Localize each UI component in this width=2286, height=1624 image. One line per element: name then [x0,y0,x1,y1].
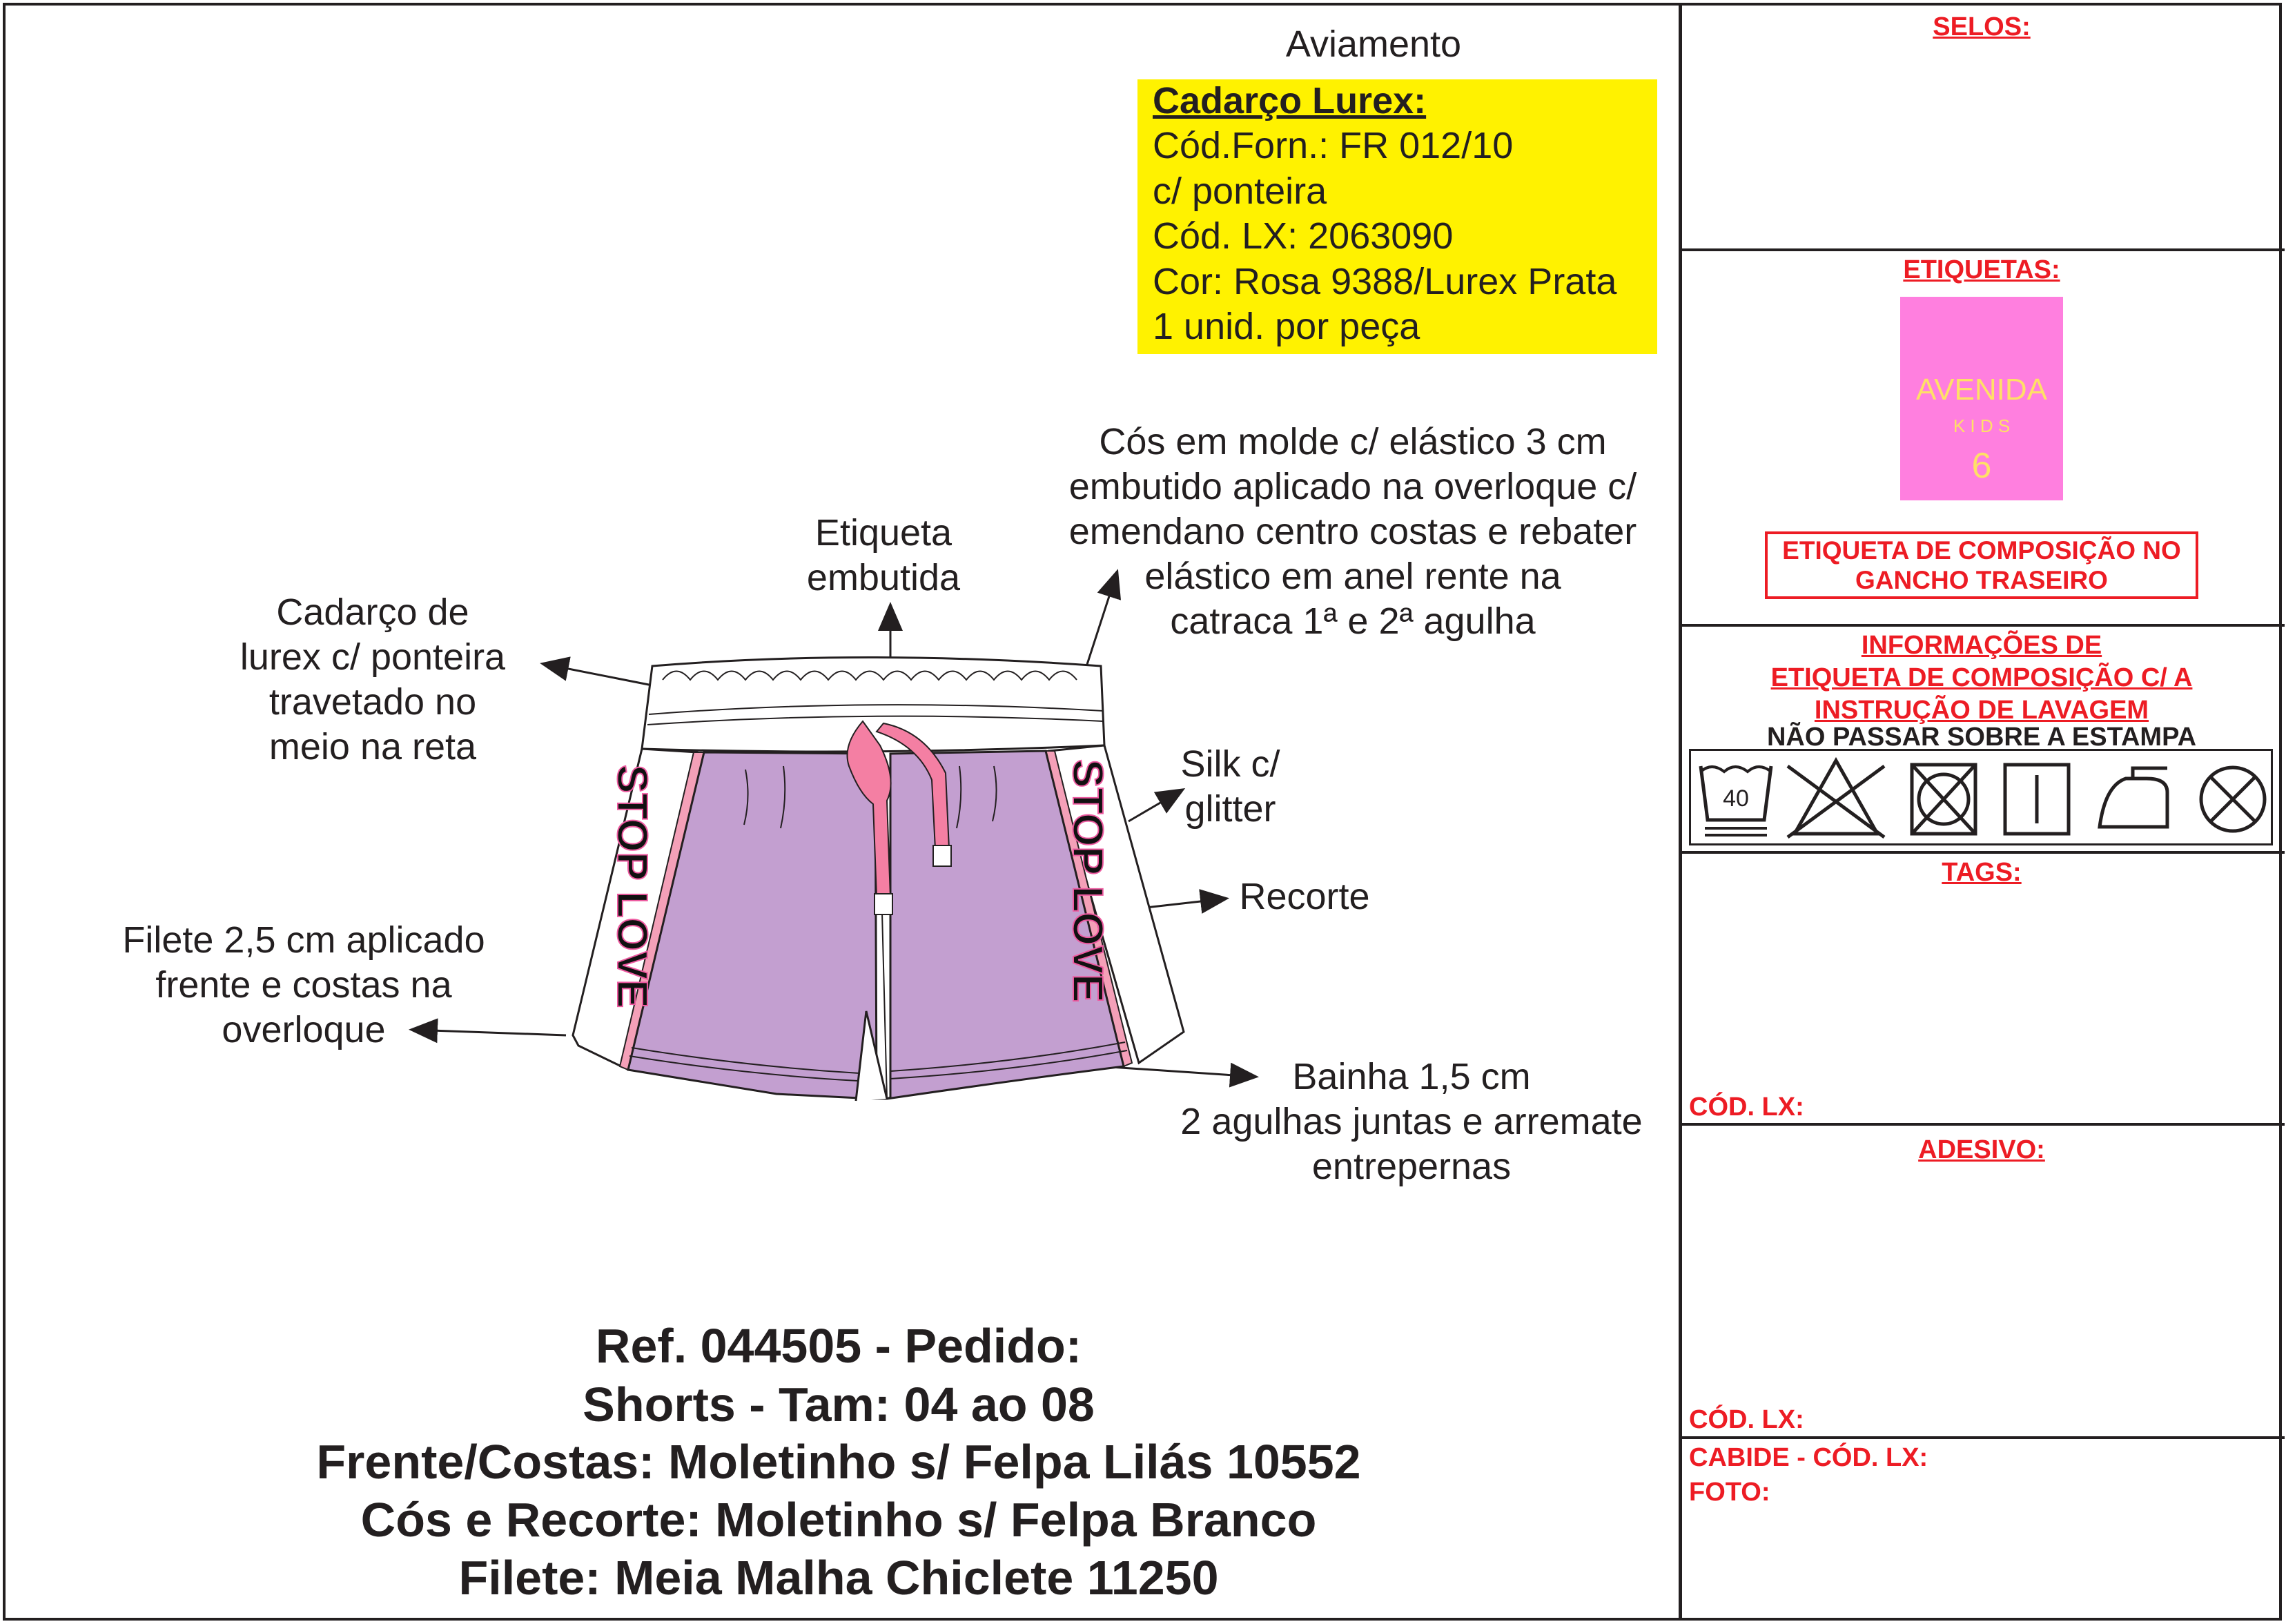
tags-title: TAGS: [1942,858,2022,887]
cabide-label: CABIDE - CÓD. LX: [1689,1443,1928,1472]
cod-lx-adesivo: CÓD. LX: [1689,1405,1804,1434]
callout-bainha: Bainha 1,5 cm 2 agulhas juntas e arremate entrepernas [1180,1056,1643,1187]
label-size: 6 [1971,446,1992,486]
aviamento-line: c/ ponteira [1153,170,1327,212]
adesivo-title: ADESIVO: [1918,1135,2045,1164]
panel-divider [1679,248,2285,251]
spec-line: Filete: Meia Malha Chiclete 11250 [458,1551,1219,1605]
line-dry-icon [2005,765,2069,834]
panel-divider [1679,3,1682,1621]
silk-print-left: STOP LOVE [608,765,656,1008]
iron-warning: NÃO PASSAR SOBRE A ESTAMPA [1766,723,2197,752]
panel-divider [1679,1123,2285,1126]
aviamento-heading: Cadarço Lurex: [1153,80,1427,121]
spec-line: Shorts - Tam: 04 ao 08 [583,1378,1095,1431]
no-tumble-dry-icon [1912,765,1975,834]
label-sub: K I D S [1953,415,2011,436]
spec-line: Ref. 044505 - Pedido: [595,1319,1082,1373]
callout-cadarco: Cadarço de lurex c/ ponteira travetado no meio na reta [240,591,506,767]
info-title: INFORMAÇÕES DE ETIQUETA DE COMPOSIÇÃO C/ A INSTRUÇÃO DE LAVAGEM [1770,631,2193,725]
aviamento-line: Cód. LX: 2063090 [1153,215,1454,257]
no-bleach-icon [1788,761,1884,837]
selos-title: SELOS: [1933,12,2031,41]
cod-lx-tags: CÓD. LX: [1689,1093,1804,1122]
foto-label: FOTO: [1689,1478,1770,1507]
aviamento-line: 1 unid. por peça [1153,306,1420,347]
aviamento-line: Cor: Rosa 9388/Lurex Prata [1153,261,1617,302]
care-symbols-box [1689,749,2273,845]
composition-label-box: ETIQUETA DE COMPOSIÇÃO NO GANCHO TRASEIRO [1765,531,2198,599]
callout-cos: Cós em molde c/ elástico 3 cm embutido aplicado na overloque c/ emendano centro costas e rebater elástico em anel rente na catraca 1ª e 2ª agulha [1068,421,1637,642]
svg-text:40: 40 [1723,785,1749,812]
label-brand: AVENIDA [1916,373,2047,407]
panel-divider [1679,624,2285,627]
callout-etiqueta: Etiqueta embutida [806,512,961,598]
callout-filete: Filete 2,5 cm aplicado frente e costas na overloque [122,919,485,1050]
panel-divider [1679,851,2285,854]
silk-print-right: STOP LOVE [1064,759,1111,1003]
iron-icon [2100,768,2167,827]
no-dry-clean-icon [2201,767,2265,831]
callout-silk: Silk c/ glitter [1180,743,1280,830]
etiquetas-title: ETIQUETAS: [1903,255,2060,284]
aviamento-line: Cód.Forn.: FR 012/10 [1153,125,1514,166]
aviamento-title: Aviamento [1285,23,1462,65]
spec-line: Cós e Recorte: Moletinho s/ Felpa Branco [360,1493,1317,1547]
brand-label [1900,297,2063,500]
panel-divider [1679,1436,2285,1439]
wash-40-icon [1701,766,1771,835]
spec-line: Frente/Costas: Moletinho s/ Felpa Lilás 10552 [316,1435,1361,1489]
callout-recorte: Recorte [1239,876,1370,917]
